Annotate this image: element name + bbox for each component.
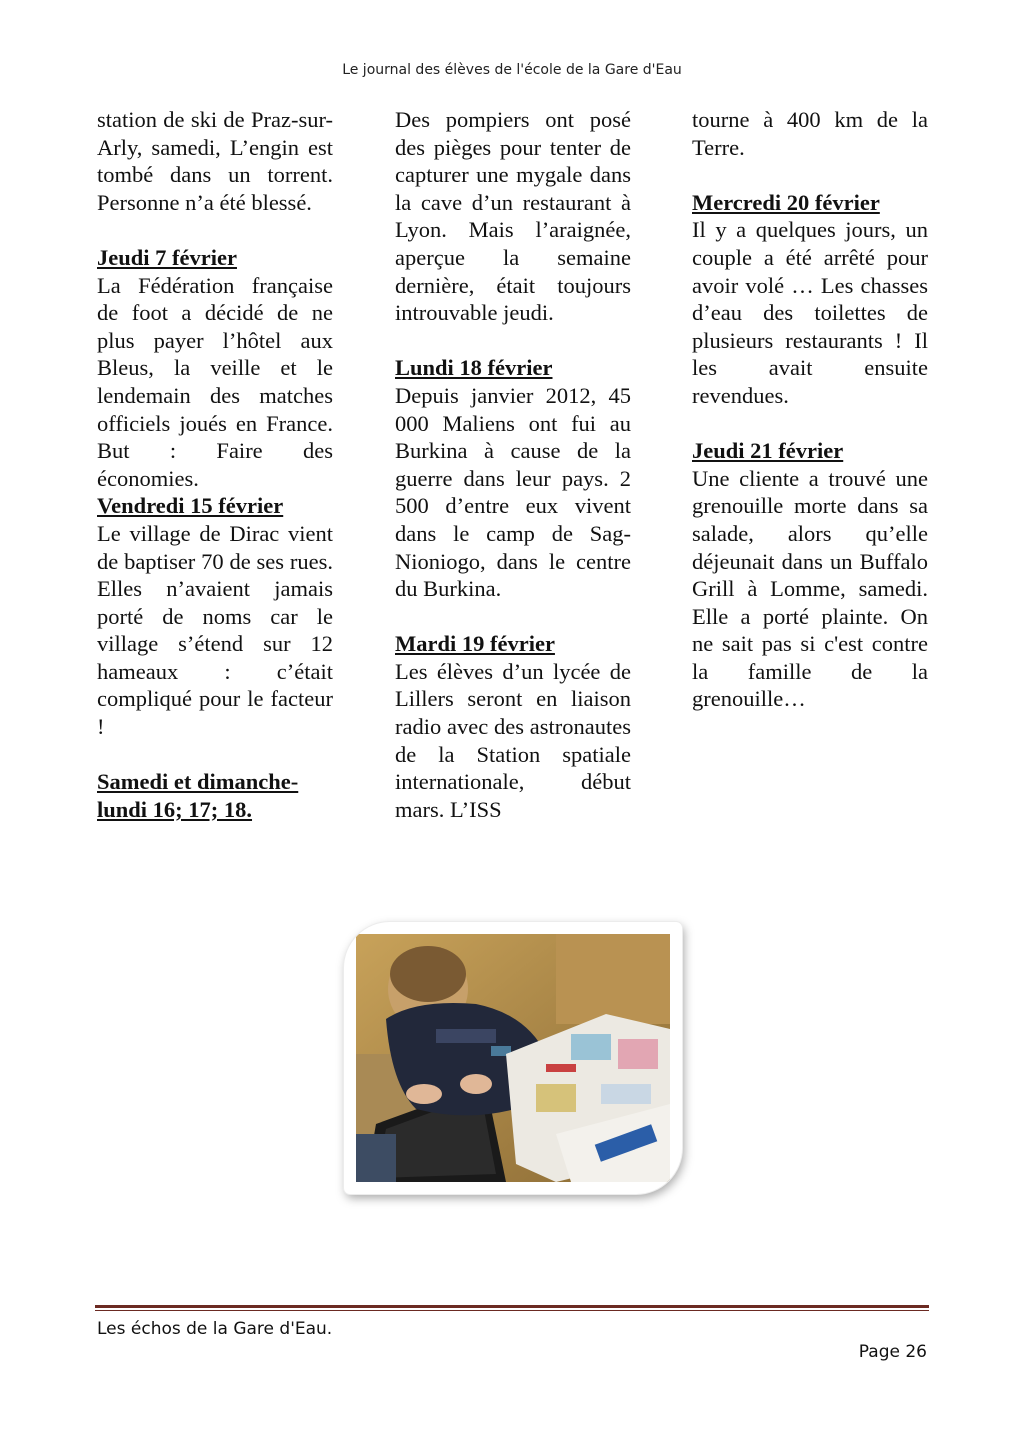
article-text: Les élèves d’un lycée de Lillers seront en liaison radio avec des astronautes de la Station spatiale internationale, début mars. L’ISS [395,658,631,822]
footer-rule-thick [95,1305,929,1308]
footer-publication-name: Les échos de la Gare d'Eau. [97,1319,333,1339]
paragraph-gap [97,216,333,244]
date-heading: Mercredi 20 février [692,189,880,215]
paragraph-gap [395,327,631,355]
article-text: Il y a quelques jours, un couple a été arrêté pour avoir volé … Les chasses d’eau des toilettes de plusieurs restaurants ! Il les avait ensuite revendues. [692,217,928,408]
date-heading: Jeudi 7 février [97,244,237,270]
paragraph-gap [692,410,928,438]
date-heading: Mardi 19 février [395,631,555,657]
date-heading: Lundi 18 février [395,355,553,381]
paragraph-gap [692,161,928,189]
date-heading: Jeudi 21 février [692,438,844,464]
photo-frame [344,922,682,1194]
child-at-laptop-photo [356,934,670,1182]
article-text: station de ski de Praz-sur-Arly, samedi, L’engin est tombé dans un torrent. Personne n’a été blessé. [97,107,333,215]
article-column-3 [692,106,928,713]
page-number: Page 26 [858,1342,927,1362]
article-text: Depuis janvier 2012, 45 000 Maliens ont fui au Burkina à cause de la guerre dans leur pays. 2 500 d’entre eux vivent dans le camp de Sag-Nioniogo, dans le centre du Burkina. [395,382,631,602]
article-text: La Fédération française de foot a décidé de ne plus payer l’hôtel aux Bleus, la veille et le lendemain des matches officiels joués en France. But : Faire des économies. [97,272,333,491]
running-header: Le journal des élèves de l'école de la Gare d'Eau [342,62,682,78]
article-text: Le village de Dirac vient de baptiser 70 de ses rues. Elles n’avaient jamais porté de noms car le village s’étend sur 12 hameaux : c’était compliqué pour le facteur ! [97,520,333,740]
article-column-2 [395,106,631,823]
article-column-1 [97,106,333,823]
paragraph-gap [97,741,333,769]
footer-rule-thin [95,1310,929,1311]
article-text: tourne à 400 km de la Terre. [692,107,928,160]
paragraph-gap [395,603,631,631]
date-heading: Vendredi 15 février [97,493,284,519]
article-text: Une cliente a trouvé une grenouille morte dans sa salade, alors qu’elle déjeunait dans un Buffalo Grill à Lomme, samedi. Elle a porté plainte. On ne sait pas si c'est contre la famille de la grenouille… [692,465,928,712]
article-text: Des pompiers ont posé des pièges pour tenter de capturer une mygale dans la cave d’un restaurant à Lyon. Mais l’araignée, aperçue la semaine dernière, était toujours introuvable jeudi. [395,107,631,326]
date-heading: Samedi et dimanche-lundi 16; 17; 18. [97,769,299,822]
